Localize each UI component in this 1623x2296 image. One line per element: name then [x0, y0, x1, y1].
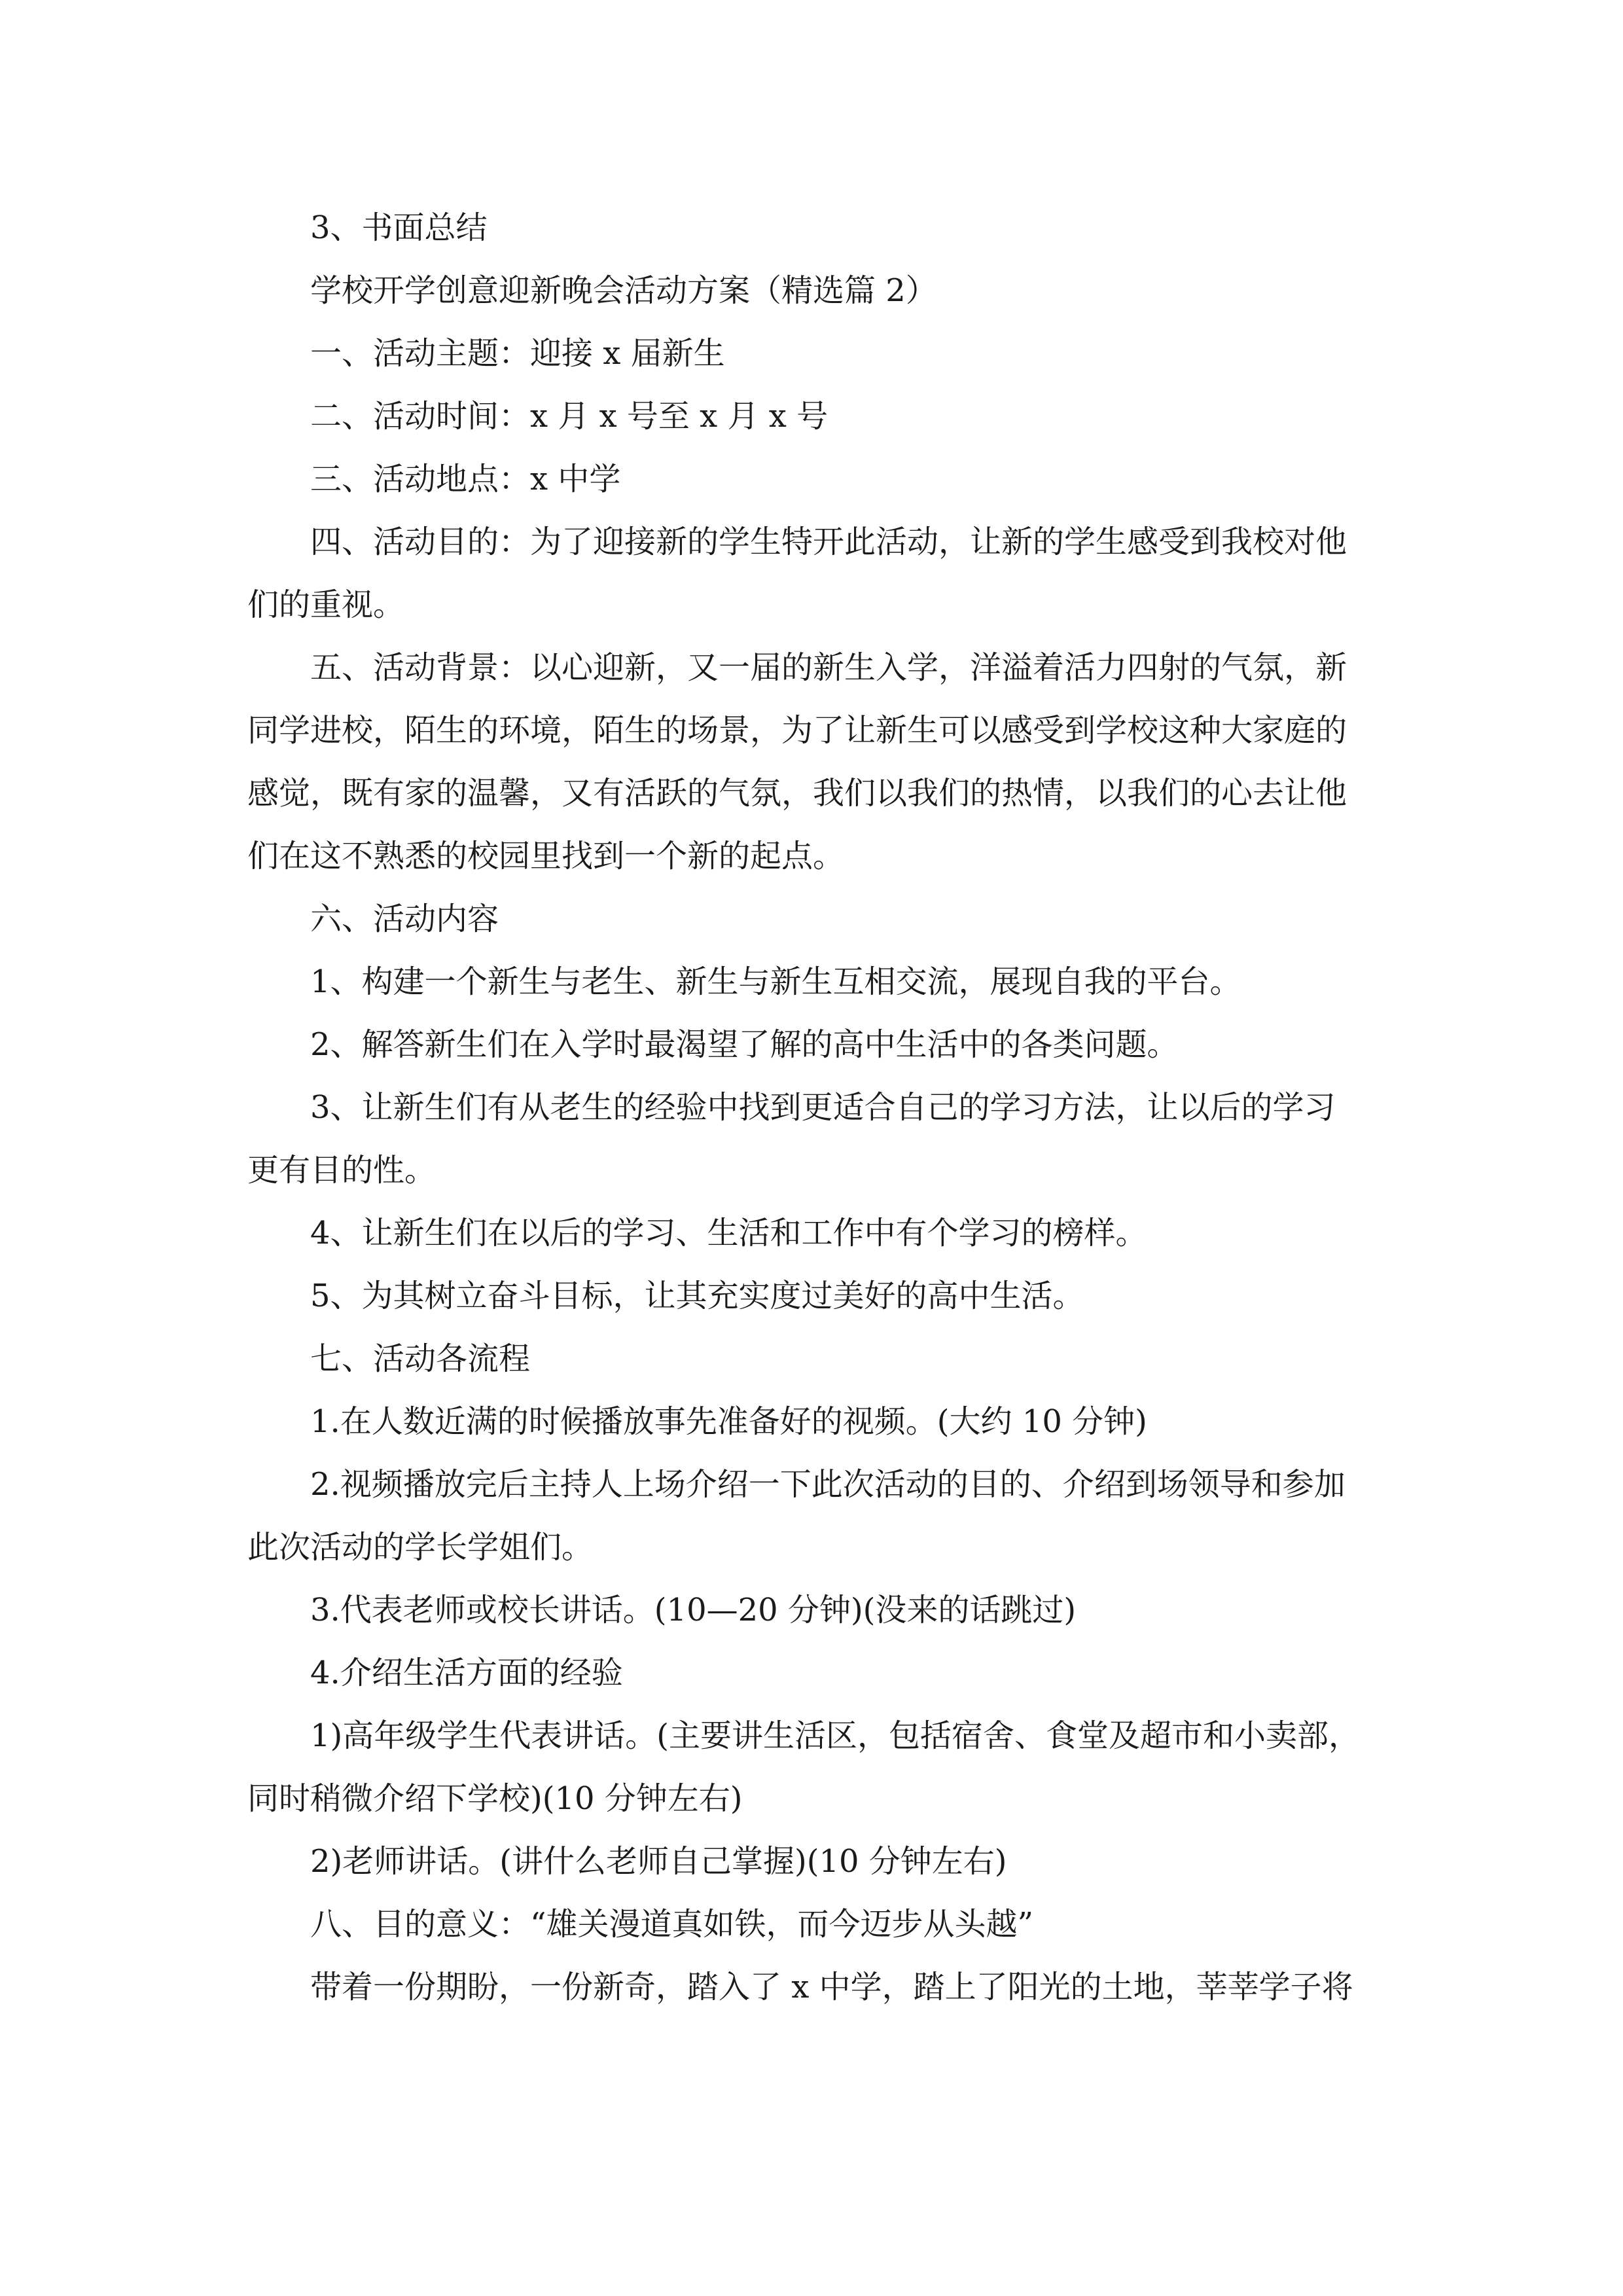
text-line: 2)老师讲话。(讲什么老师自己掌握)(10 分钟左右) [310, 1843, 1007, 1880]
text-line: 二、活动时间：x 月 x 号至 x 月 x 号 [310, 398, 829, 435]
text-line: 2.视频播放完后主持人上场介绍一下此次活动的目的、介绍到场领导和参加 [310, 1466, 1346, 1503]
text-line: 八、目的意义：“雄关漫道真如铁，而今迈步从头越” [310, 1906, 1034, 1943]
text-line: 2、解答新生们在入学时最渴望了解的高中生活中的各类问题。 [310, 1026, 1179, 1063]
text-line: 5、为其树立奋斗目标，让其充实度过美好的高中生活。 [310, 1278, 1084, 1314]
text-line: 七、活动各流程 [310, 1340, 531, 1377]
document-body [247, 196, 1389, 2018]
text-line: 3、书面总结 [310, 209, 488, 246]
text-line: 四、活动目的：为了迎接新的学生特开此活动，让新的学生感受到我校对他 [310, 524, 1347, 560]
text-line: 同时稍微介绍下学校)(10 分钟左右) [247, 1780, 743, 1817]
text-line: 更有目的性。 [247, 1152, 437, 1189]
text-line: 同学进校，陌生的环境，陌生的场景，为了让新生可以感受到学校这种大家庭的 [247, 712, 1347, 749]
text-line: 感觉，既有家的温馨，又有活跃的气氛，我们以我们的热情，以我们的心去让他 [247, 775, 1347, 812]
text-line: 1、构建一个新生与老生、新生与新生互相交流，展现自我的平台。 [310, 963, 1241, 1000]
text-line: 3.代表老师或校长讲话。(10—20 分钟)(没来的话跳过) [310, 1592, 1077, 1628]
text-line: 一、活动主题：迎接 x 届新生 [310, 335, 725, 372]
text-line: 们在这不熟悉的校园里找到一个新的起点。 [247, 838, 845, 874]
section-title: 学校开学创意迎新晚会活动方案（精选篇 2） [310, 272, 937, 309]
text-line: 六、活动内容 [310, 901, 499, 937]
text-line: 1.在人数近满的时候播放事先准备好的视频。(大约 10 分钟) [310, 1403, 1147, 1440]
text-line: 3、让新生们有从老生的经验中找到更适合自己的学习方法，让以后的学习 [310, 1089, 1336, 1126]
text-line: 4.介绍生活方面的经验 [310, 1655, 623, 1691]
text-line: 4、让新生们在以后的学习、生活和工作中有个学习的榜样。 [310, 1215, 1147, 1251]
text-line: 1)高年级学生代表讲话。(主要讲生活区，包括宿舍、食堂及超市和小卖部， [310, 1717, 1360, 1754]
text-line: 此次活动的学长学姐们。 [247, 1529, 594, 1566]
text-line: 们的重视。 [247, 586, 405, 623]
text-line: 三、活动地点：x 中学 [310, 461, 621, 497]
text-line: 带着一份期盼，一份新奇，踏入了 x 中学，踏上了阳光的土地，莘莘学子将 [310, 1969, 1353, 2005]
text-line: 五、活动背景：以心迎新，又一届的新生入学，洋溢着活力四射的气氛，新 [310, 649, 1347, 686]
